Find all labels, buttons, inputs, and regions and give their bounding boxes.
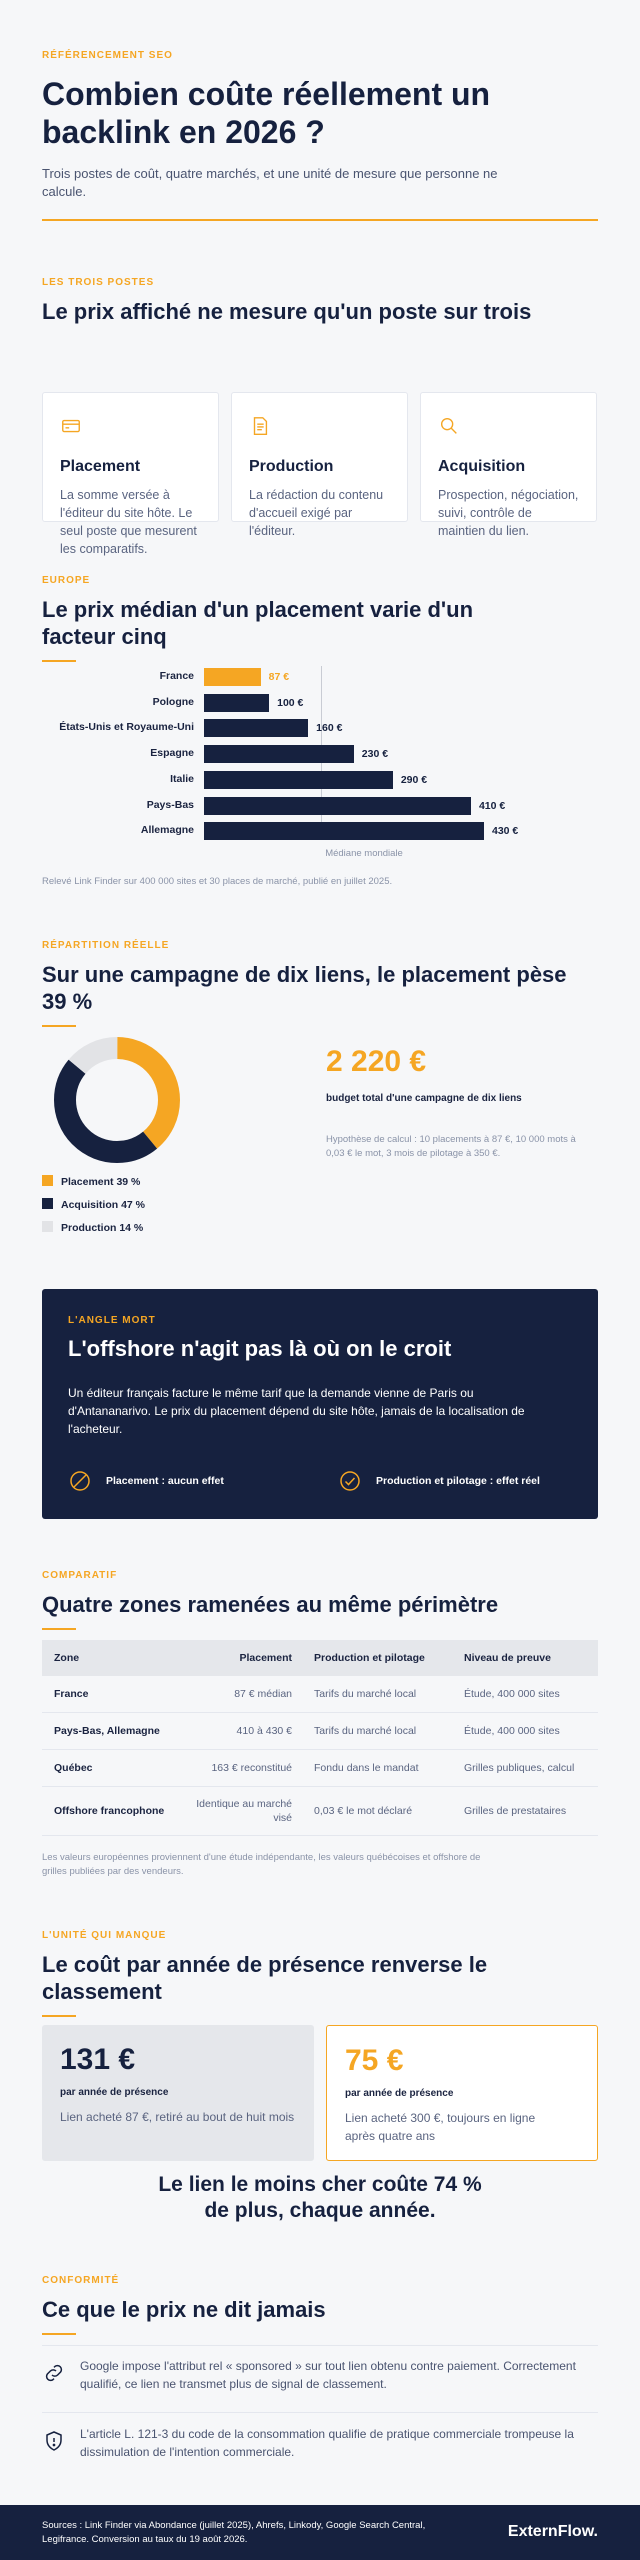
unite-title: Le coût par année de présence renverse le classement — [42, 1952, 488, 2004]
cell-preuve: Étude, 400 000 sites — [464, 1725, 560, 1737]
cell-placement: 410 à 430 € — [236, 1725, 292, 1737]
card-title: Production — [249, 458, 334, 475]
page-title: Combien coûte réellement un backlink en 2026 ? — [42, 76, 491, 150]
bar-value: 430 € — [492, 825, 519, 838]
legend-swatch — [42, 1175, 53, 1186]
cell-preuve: Grilles publiques, calcul — [464, 1762, 575, 1774]
section-unite — [42, 1930, 598, 2017]
link-icon — [42, 2361, 66, 2385]
hero-divider — [42, 219, 598, 221]
card-text: La somme versée à l'éditeur du site hôte. Le seul poste que mesurent les comparatifs. — [60, 488, 197, 556]
table-row — [42, 1713, 598, 1749]
search-icon — [438, 415, 460, 437]
postes-cards — [42, 392, 598, 556]
footer — [0, 2505, 640, 2560]
angle-item-2 — [338, 1469, 540, 1493]
unite-right-value: 75 € — [345, 2044, 404, 2077]
table-row — [42, 1676, 598, 1712]
unite-left-text: Lien acheté 87 €, retiré au bout de huit mois — [60, 2110, 295, 2124]
table-row — [42, 1750, 598, 1786]
header-production: Production et pilotage — [314, 1652, 425, 1664]
legend-acquisition — [42, 1198, 145, 1211]
section-comparatif — [42, 1570, 598, 1630]
hero-subtitle: Trois postes de coût, quatre marchés, et une unité de mesure que personne ne calcule. — [42, 166, 498, 199]
table-row — [42, 1787, 598, 1835]
cell-zone: France — [54, 1688, 89, 1700]
conformite-rule — [42, 2333, 76, 2335]
document-icon — [249, 415, 271, 437]
unite-conclusion: Le lien le moins cher coûte 74 % de plus, chaque année. — [158, 2173, 482, 2222]
bar-row — [42, 771, 598, 789]
donut-block — [42, 1035, 598, 1235]
bar-value: 230 € — [361, 748, 389, 761]
card-text: Prospection, négociation, suivi, contrôle de maintien du lien. — [438, 488, 579, 538]
postes-eyebrow: LES TROIS POSTES — [42, 277, 155, 288]
unite-card-left — [42, 2025, 314, 2161]
median-label: Médiane mondiale — [325, 848, 403, 859]
comparatif-title: Quatre zones ramenées au même périmètre — [42, 1592, 499, 1617]
bar-value: 100 € — [277, 696, 304, 709]
repartition-eyebrow: RÉPARTITION RÉELLE — [42, 940, 170, 951]
bar — [204, 694, 269, 712]
footer-sources: Sources : Link Finder via Abondance (juillet 2025), Ahrefs, Linkody, Google Search Central, Legifrance. Conversion au taux du 19 août 2026. — [42, 2520, 426, 2545]
angle-title: L'offshore n'agit pas là où on le croit — [68, 1336, 452, 1361]
section-postes — [42, 277, 598, 325]
europe-rule — [42, 660, 76, 662]
angle-item-1 — [68, 1469, 224, 1493]
donut-chart — [52, 1035, 182, 1165]
bar-row — [42, 719, 598, 737]
bar-row — [42, 745, 598, 763]
card-production — [231, 392, 408, 538]
hero-eyebrow: RÉFÉRENCEMENT SEO — [42, 50, 173, 61]
europe-eyebrow: EUROPE — [42, 575, 91, 586]
angle-item-label: Production et pilotage : effet réel — [376, 1475, 540, 1487]
card-title: Acquisition — [438, 458, 526, 475]
unite-rule — [42, 2015, 76, 2017]
repartition-rule — [42, 1025, 76, 1027]
conformite-list — [42, 2345, 598, 2495]
bar-label: Allemagne — [140, 824, 194, 837]
europe-title: Le prix médian d'un placement varie d'un facteur cinq — [42, 597, 474, 649]
cell-placement: 87 € médian — [234, 1688, 292, 1700]
conformite-eyebrow: CONFORMITÉ — [42, 2275, 120, 2286]
comparatif-note: Les valeurs européennes proviennent d'une étude indépendante, les valeurs québécoises et offshore de grilles publiées par des vendeurs. — [42, 1852, 481, 1877]
header-placement: Placement — [239, 1652, 292, 1664]
legend-swatch — [42, 1221, 53, 1232]
comparatif-rule — [42, 1628, 76, 1630]
bar-chart — [42, 668, 598, 868]
legend-label: Acquisition 47 % — [61, 1199, 146, 1211]
unite-right-label: par année de présence — [345, 2088, 454, 2099]
section-europe — [42, 575, 598, 662]
shield-icon — [42, 2429, 66, 2453]
section-conformite — [42, 2275, 598, 2335]
repartition-title: Sur une campagne de dix liens, le placement pèse 39 % — [42, 962, 567, 1014]
row-divider — [42, 2412, 598, 2413]
card-placement — [42, 392, 219, 556]
footer-brand[interactable]: ExternFlow. — [507, 2523, 598, 2540]
postes-title: Le prix affiché ne mesure qu'un poste sur trois — [42, 299, 532, 324]
comparatif-eyebrow: COMPARATIF — [42, 1570, 118, 1581]
bar-label: Espagne — [150, 747, 194, 760]
card-title: Placement — [60, 458, 141, 475]
bar-row — [42, 668, 598, 686]
unite-right-text: Lien acheté 300 €, toujours en ligne après quatre ans — [345, 2111, 536, 2143]
row-divider — [42, 2345, 598, 2346]
cell-preuve: Étude, 400 000 sites — [464, 1688, 560, 1700]
unite-left-label: par année de présence — [60, 2087, 169, 2098]
bar — [204, 745, 354, 763]
cell-production: Fondu dans le mandat — [314, 1762, 419, 1774]
no-effect-icon — [68, 1469, 92, 1493]
conformite-text: L'article L. 121-3 du code de la consommation qualifie de pratique commerciale trompeuse la dissimulation de l'intention commerciale. — [80, 2427, 574, 2459]
row-divider — [42, 1835, 598, 1836]
angle-text: Un éditeur français facture le même tarif que la demande vienne de Paris ou d'Antananarivo. Le prix du placement dépend du site hôte, jamais de la localisation de l'acheteur. — [68, 1386, 525, 1436]
bar-row — [42, 797, 598, 815]
cell-zone: Québec — [54, 1762, 93, 1774]
conformite-item — [42, 2425, 598, 2473]
section-repartition — [42, 940, 598, 1027]
unite-left-value: 131 € — [60, 2043, 136, 2076]
bar — [204, 822, 484, 840]
check-circle-icon — [338, 1469, 362, 1493]
legend-label: Placement 39 % — [61, 1176, 141, 1188]
comparison-table — [42, 1640, 598, 1840]
card-text: La rédaction du contenu d'accueil exigé par l'éditeur. — [249, 488, 384, 538]
bar-value: 160 € — [316, 722, 343, 735]
cell-production: 0,03 € le mot déclaré — [314, 1805, 413, 1817]
bar-value: 87 € — [268, 671, 290, 683]
cell-production: Tarifs du marché local — [314, 1688, 417, 1700]
unite-card-right — [326, 2025, 598, 2161]
card-payment-icon — [60, 415, 82, 437]
bar-label: Pologne — [152, 695, 194, 708]
bar-value: 410 € — [478, 799, 506, 812]
cell-placement: 163 € reconstitué — [211, 1762, 292, 1774]
hypothesis: Hypothèse de calcul : 10 placements à 87 €, 10 000 mots à 0,03 € le mot, 3 mois de pilotage à 350 €. — [326, 1134, 576, 1159]
bar-row — [42, 694, 598, 712]
bar-label: Italie — [170, 772, 194, 785]
bar-row — [42, 822, 598, 840]
bar-label: France — [159, 670, 194, 682]
cell-zone: Offshore francophone — [54, 1805, 165, 1817]
bar-value: 290 € — [400, 773, 428, 786]
angle-eyebrow: L'ANGLE MORT — [68, 1315, 156, 1326]
conformite-text: Google impose l'attribut rel « sponsored » sur tout lien obtenu contre paiement. Correctement qualifié, ce lien ne transmet plus de signal de classement. — [80, 2359, 576, 2391]
bar-label: Pays-Bas — [146, 798, 194, 811]
header-zone: Zone — [54, 1652, 80, 1664]
bar — [204, 771, 393, 789]
bar — [204, 797, 471, 815]
bar — [204, 719, 308, 737]
unite-eyebrow: L'UNITÉ QUI MANQUE — [42, 1930, 167, 1941]
angle-panel — [42, 1289, 598, 1519]
total-value: 2 220 € — [326, 1045, 427, 1078]
hero — [42, 50, 598, 221]
bar — [204, 668, 261, 686]
total-label: budget total d'une campagne de dix liens — [326, 1093, 522, 1104]
cell-production: Tarifs du marché local — [314, 1725, 417, 1737]
legend-swatch — [42, 1198, 53, 1209]
conformite-title: Ce que le prix ne dit jamais — [42, 2297, 326, 2322]
legend-production — [42, 1221, 143, 1234]
cell-placement: Identique au marché visé — [196, 1798, 292, 1824]
header-preuve: Niveau de preuve — [464, 1652, 551, 1664]
cell-preuve: Grilles de prestataires — [464, 1805, 567, 1817]
europe-source: Relevé Link Finder sur 400 000 sites et 30 places de marché, publié en juillet 2025. — [42, 876, 393, 887]
conformite-item — [42, 2357, 598, 2405]
table-header — [42, 1640, 598, 1676]
cell-zone: Pays-Bas, Allemagne — [54, 1725, 160, 1737]
bar-label: États-Unis et Royaume-Uni — [59, 721, 194, 734]
card-acquisition — [420, 392, 597, 538]
angle-item-label: Placement : aucun effet — [106, 1475, 224, 1487]
legend-placement — [42, 1175, 140, 1188]
legend-label: Production 14 % — [61, 1222, 144, 1234]
